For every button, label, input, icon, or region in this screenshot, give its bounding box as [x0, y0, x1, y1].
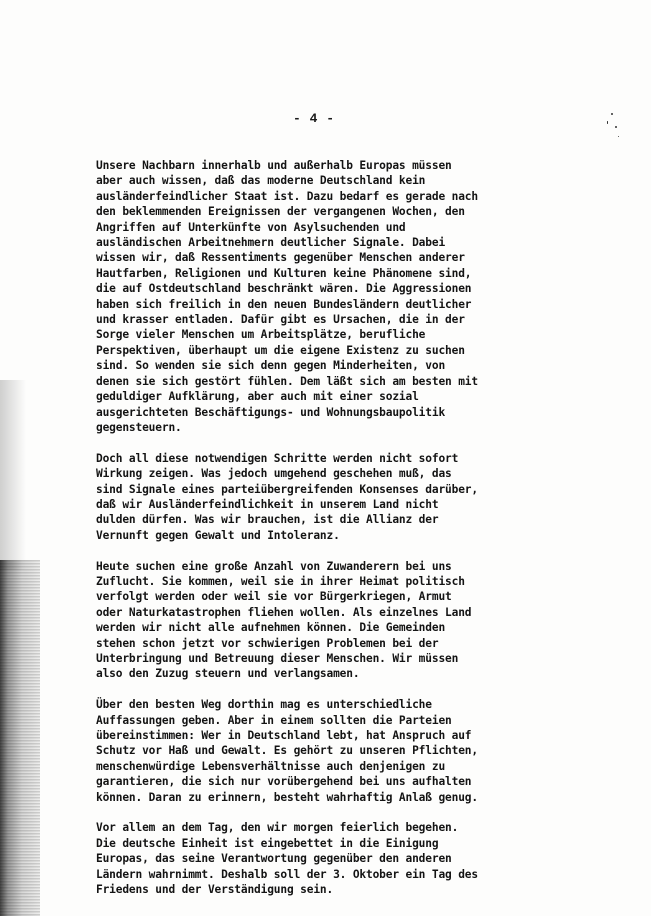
paragraph: Über den besten Weg dorthin mag es unterschiedliche Auffassungen geben. Aber in einem sollten die Parteien übereinstimmen: Wer in Deutschland lebt, hat Anspruch auf Schutz vor Haß und Gewalt. Es gehört zu unseren Pflichten, menschenwürdige Lebensverhältnisse auch denjenigen zu garantieren, die sich nur vorübergehend bei uns aufhalten können. Daran zu erinnern, besteht wahrhaftig Anlaß genug. [96, 698, 478, 804]
paragraph: Heute suchen eine große Anzahl von Zuwanderern bei uns Zuflucht. Sie kommen, weil sie in ihrer Heimat politisch verfolgt werden oder weil sie vor Bürgerkriegen, Armut oder Naturkatastrophen fliehen wollen. Als einzelnes Land werden wir nicht alle aufnehmen können. Die Gemeinden stehen schon jetzt vor schwierigen Problemen bei der Unterbringung und Betreuung dieser Menschen. Wir müssen also den Zuzug steuern und verlangsamen. [96, 559, 472, 681]
scan-edge-noise [0, 560, 40, 916]
paragraph: Unsere Nachbarn innerhalb und außerhalb Europas müssen aber auch wissen, daß das moderne Deutschland kein ausländerfeindlicher Staat ist. Dazu bedarf es gerade nach den beklemmenden Ereignissen der vergangenen Wochen, den Angriffen auf Unterkünfte von Asylsuchenden und ausländischen Arbeitnehmern deutlicher Signale. Dabei wissen wir, daß Ressentiments gegenüber Menschen anderer Hautfarben, Religionen und Kulturen keine Phänomene sind, die auf Ostdeutschland beschränkt wären. Die Aggressionen haben sich freilich in den neuen Bundesländern deutlicher und krasser entladen. Dafür gibt es Ursachen, die in der Sorge vieler Menschen um Arbeitsplätze, berufliche Perspektiven, überhaupt um die eigene Existenz zu suchen sind. So wenden sie sich denn gegen Minderheiten, von denen sie sich gestört fühlen. Dem läßt sich am besten mit geduldiger Aufklärung, aber auch mit einer sozial ausgerichteten Beschäftigungs- und Wohnungsbaupolitik gegensteuern. [96, 159, 478, 434]
paragraph: Doch all diese notwendigen Schritte werden nicht sofort Wirkung zeigen. Was jedoch umgehend geschehen muß, das sind Signale eines parteiübergreifenden Konsenses darüber, daß wir Ausländerfeindlichkeit in unserem Land nicht dulden dürfen. Was wir brauchen, ist die Allianz der Vernunft gegen Gewalt und Intoleranz. [96, 451, 478, 542]
scan-speck [611, 113, 613, 115]
scan-edge-shadow [0, 380, 26, 570]
page-number: - 4 - [293, 111, 335, 126]
scan-speck [607, 121, 608, 124]
paragraph: Vor allem an dem Tag, den wir morgen feierlich begehen. Die deutsche Einheit ist eingebettet in die Einigung Europas, das seine Verantwortung gegenüber den anderen Ländern wahrnimmt. Deshalb soll der 3. Oktober ein Tag des Friedens und der Verständigung sein. [96, 821, 478, 897]
scan-speck [615, 126, 617, 128]
body-text [96, 158, 526, 913]
scan-speck [618, 136, 619, 137]
